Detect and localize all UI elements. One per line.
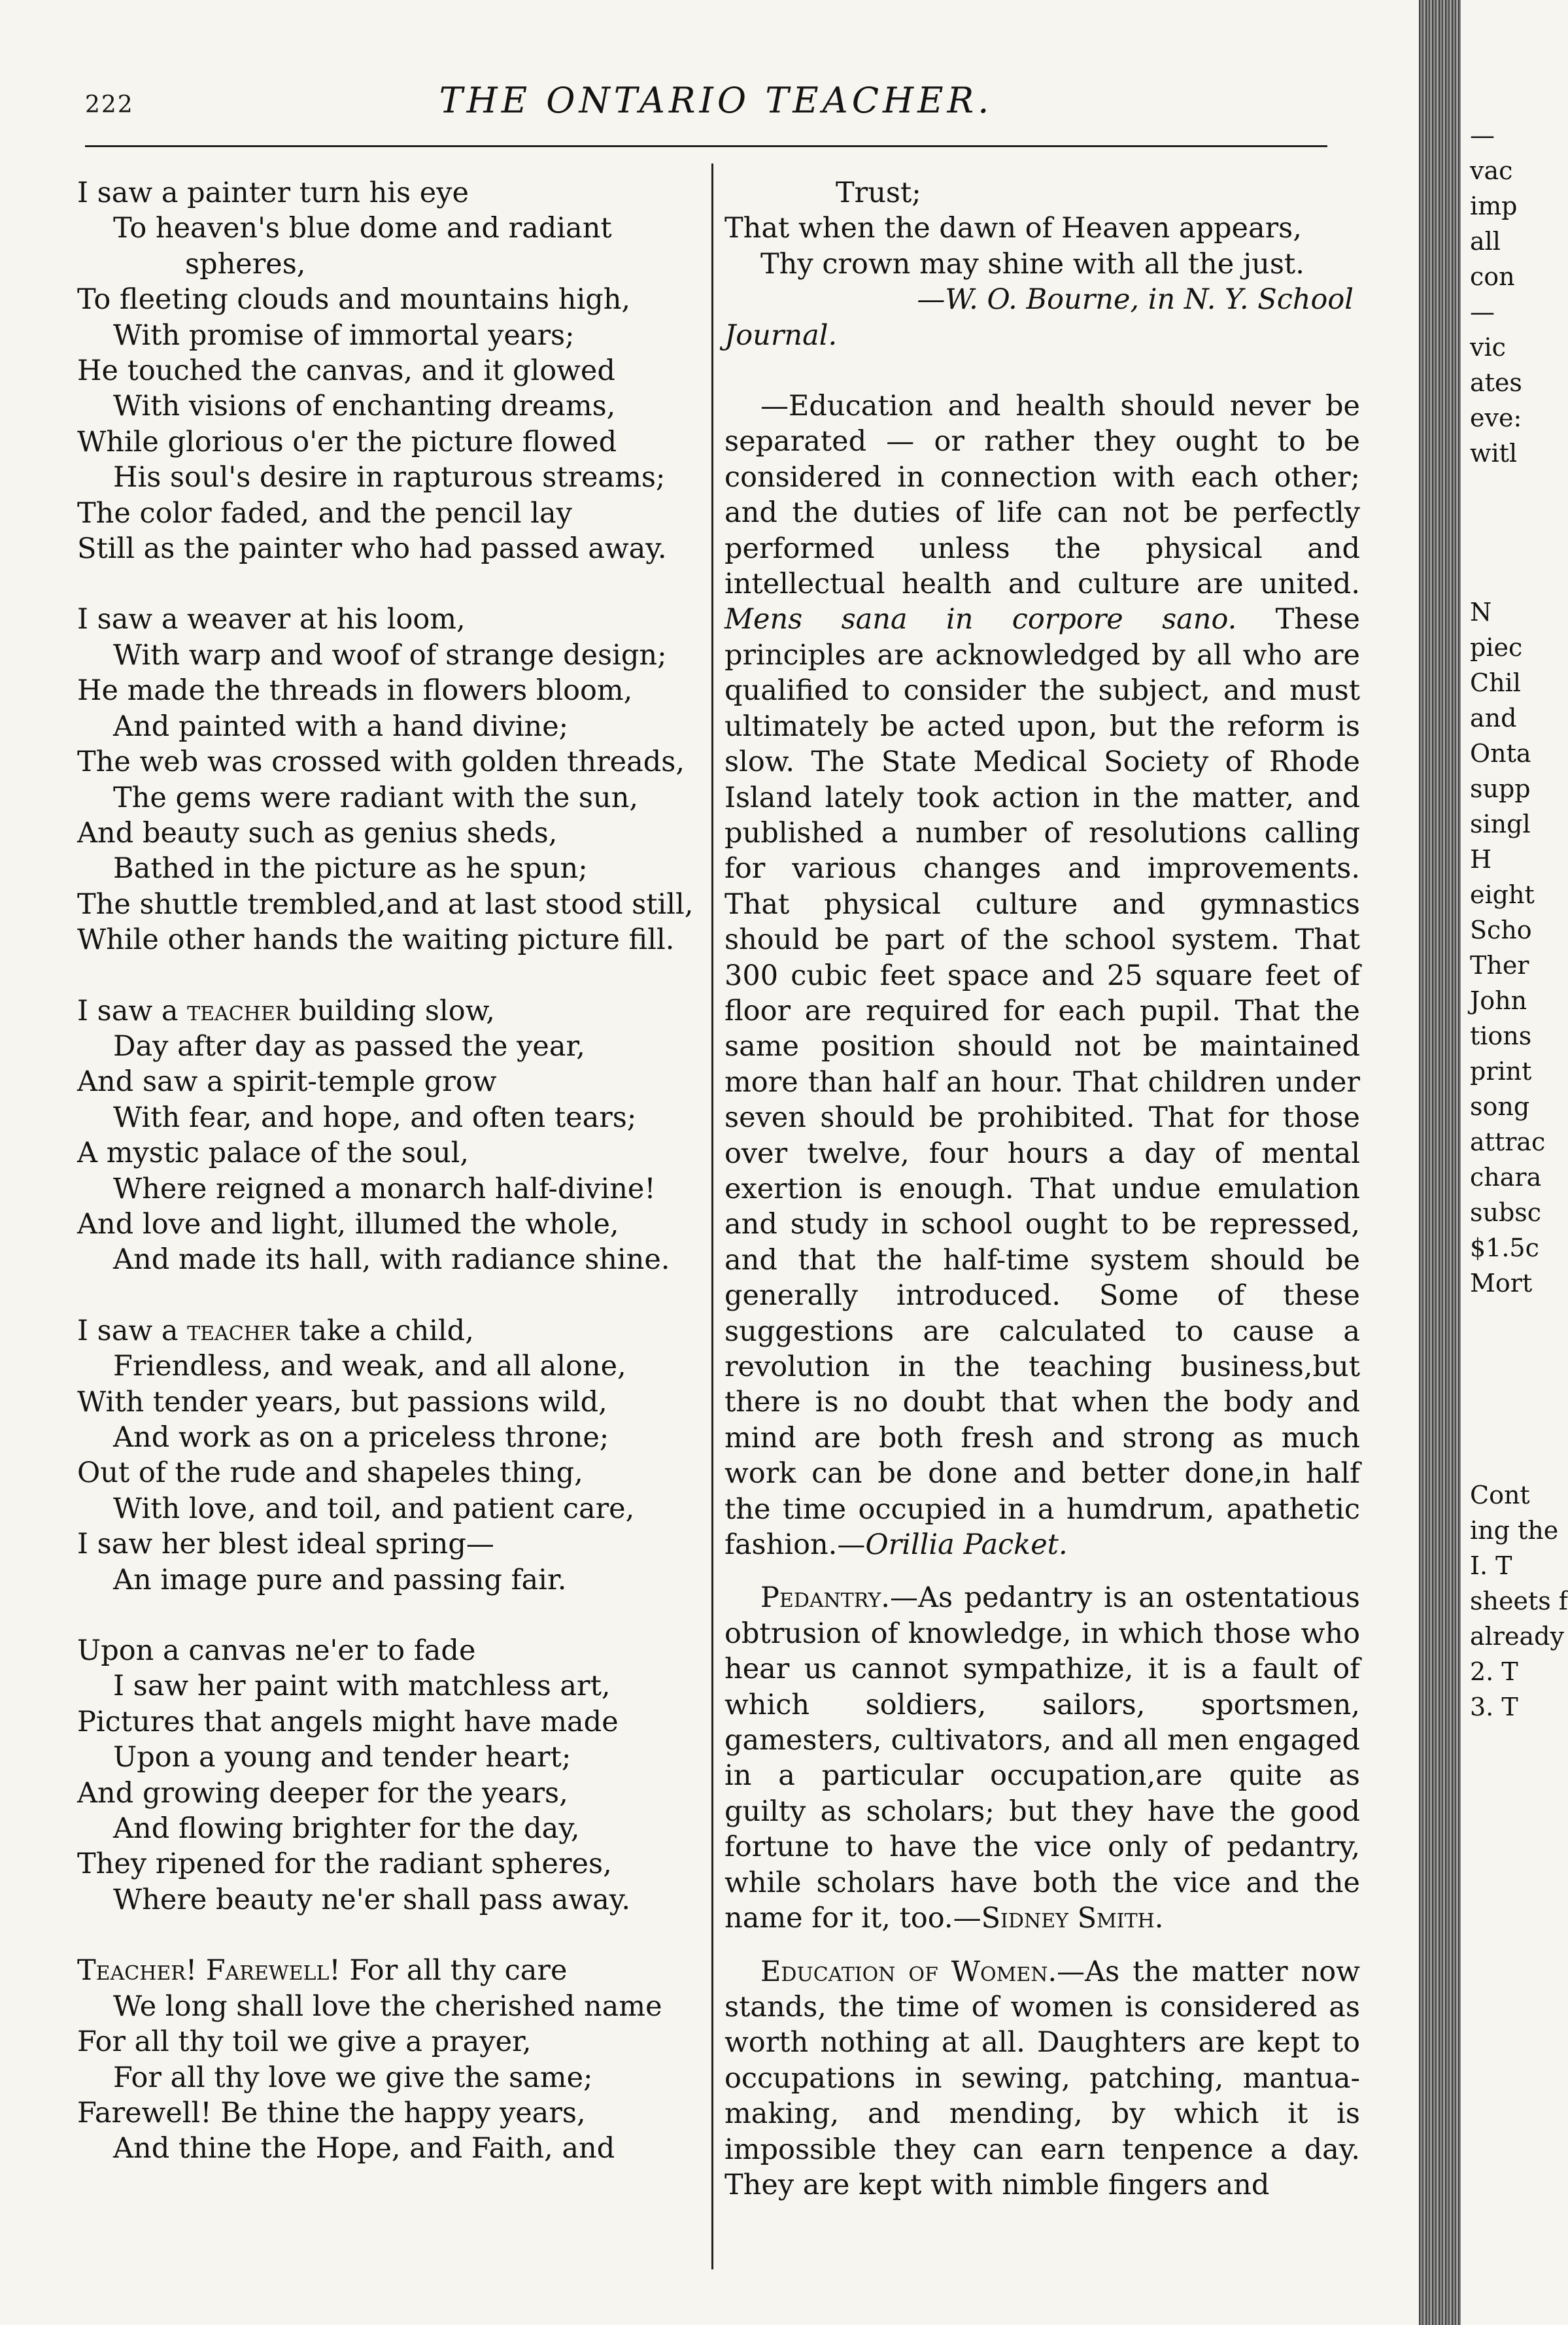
adjacent-page-fragment: singl xyxy=(1470,810,1531,838)
poem-line: And growing deeper for the years, xyxy=(77,1776,568,1810)
poem-line: Friendless, and weak, and all alone, xyxy=(113,1350,626,1383)
adjacent-page-fragment: eve: xyxy=(1470,404,1522,432)
adjacent-page-fragment: tions xyxy=(1470,1022,1532,1050)
poem-line: With love, and toil, and patient care, xyxy=(113,1492,635,1525)
adjacent-page-fragment: I. T xyxy=(1470,1551,1512,1580)
poem-line: Teacher! Farewell! For all thy care xyxy=(77,1954,568,1988)
adjacent-page-edge xyxy=(1419,0,1461,2325)
adjacent-page-fragment: H xyxy=(1470,845,1492,874)
adjacent-page-fragment: — xyxy=(1470,121,1495,150)
adjacent-page-fragment xyxy=(1470,1354,1551,1371)
adjacent-page-fragment xyxy=(1470,471,1551,489)
adjacent-page-fragment xyxy=(1470,489,1551,506)
poem-stanza xyxy=(77,175,705,566)
poem-line: He made the threads in flowers bloom, xyxy=(77,674,633,708)
page-number: 222 xyxy=(85,92,134,118)
poem-line: He touched the canvas, and it glowed xyxy=(77,354,615,388)
pedantry-paragraph xyxy=(724,1580,1360,1936)
poem-line: Out of the rude and shapeles thing, xyxy=(77,1456,583,1490)
poem-line: The color faded, and the pencil lay xyxy=(77,496,572,530)
poem-line: Bathed in the picture as he spun; xyxy=(113,852,588,886)
adjacent-page-fragment xyxy=(1470,1442,1551,1460)
adjacent-page-fragment: Chil xyxy=(1470,668,1521,697)
poem-line: While glorious o'er the picture flowed xyxy=(77,425,617,458)
adjacent-page-fragment xyxy=(1470,559,1551,577)
poem-line: Upon a canvas ne'er to fade xyxy=(77,1634,476,1668)
adjacent-page-fragment xyxy=(1470,577,1551,594)
poem-attribution: —W. O. Bourne, in N. Y. School xyxy=(917,283,1354,317)
poem-line: Thy crown may shine with all the just. xyxy=(760,247,1304,281)
adjacent-page-fragment: 3. T xyxy=(1470,1693,1518,1721)
adjacent-page-fragment: Ther xyxy=(1470,951,1529,980)
adjacent-page-fragment xyxy=(1470,1336,1551,1354)
right-column xyxy=(724,175,1360,2220)
poem-line: We long shall love the cherished name xyxy=(113,1989,662,2023)
adjacent-page-fragment: chara xyxy=(1470,1163,1542,1192)
adjacent-page-fragment: Onta xyxy=(1470,739,1531,768)
poem-line: Day after day as passed the year, xyxy=(113,1029,585,1063)
education-health-paragraph xyxy=(724,388,1360,1562)
poem-line: And beauty such as genius sheds, xyxy=(77,816,558,850)
column-divider xyxy=(711,164,713,2269)
adjacent-page-fragment xyxy=(1470,1389,1551,1407)
adjacent-page-fragment: piec xyxy=(1470,633,1523,662)
poem-line: Still as the painter who had passed away. xyxy=(77,532,667,566)
poem-line: And painted with a hand divine; xyxy=(113,710,569,743)
adjacent-page-fragments xyxy=(1470,118,1568,1725)
poem-line: To heaven's blue dome and radiant xyxy=(113,212,612,245)
adjacent-page-fragment: all xyxy=(1470,227,1501,256)
adjacent-page-fragment: vac xyxy=(1470,156,1513,185)
poem-line: With tender years, but passions wild, xyxy=(77,1385,607,1419)
poem-line: And love and light, illumed the whole, xyxy=(77,1207,619,1241)
adjacent-page-fragment xyxy=(1470,1301,1551,1318)
poem-ending xyxy=(724,175,1360,282)
poem-line: With fear, and hope, and often tears; xyxy=(113,1101,637,1134)
poem-line: I saw a teacher take a child, xyxy=(77,1314,474,1347)
poem-line: The web was crossed with golden threads, xyxy=(77,746,685,779)
poem-stanza xyxy=(77,602,705,957)
pedantry-author: Sidney Smith. xyxy=(981,1902,1164,1935)
adjacent-page-fragment: and xyxy=(1470,704,1517,732)
education-women-text: —As the matter now stands, the time of women is considered as worth nothing at all. Daughters are kept to occupations in sewing, patching, mantua-making, and mending, by which it is impossible they can earn tenpence a day. They are kept with nimble fingers and xyxy=(724,1955,1360,2201)
poem-line: I saw a teacher building slow, xyxy=(77,994,495,1027)
poem-line: Upon a young and tender heart; xyxy=(113,1741,571,1774)
adjacent-page-fragment: Cont xyxy=(1470,1481,1530,1509)
poem-line: I saw her paint with matchless art, xyxy=(113,1670,611,1703)
poem-line: Pictures that angels might have made xyxy=(77,1705,619,1738)
education-women-heading: Education of Women. xyxy=(760,1955,1057,1988)
adjacent-page-fragment: already xyxy=(1470,1622,1564,1651)
adjacent-page-fragment: print xyxy=(1470,1057,1532,1086)
adjacent-page-fragment: witl xyxy=(1470,439,1518,468)
adjacent-page-fragment xyxy=(1470,1460,1551,1477)
poem-line: And flowing brighter for the day, xyxy=(113,1812,580,1846)
adjacent-page-fragment: vic xyxy=(1470,333,1506,362)
adjacent-page-fragment xyxy=(1470,1424,1551,1442)
source-citation: Orillia Packet. xyxy=(865,1528,1068,1562)
adjacent-page-fragment: attrac xyxy=(1470,1128,1546,1156)
poem-line: To fleeting clouds and mountains high, xyxy=(77,283,631,317)
poem-line: And thine the Hope, and Faith, and xyxy=(113,2132,615,2165)
adjacent-page-fragment: sheets f xyxy=(1470,1587,1568,1615)
poem-line: A mystic palace of the soul, xyxy=(77,1137,469,1170)
poem-line: The gems were radiant with the sun, xyxy=(113,781,639,814)
poem-stanza xyxy=(77,1633,705,1918)
adjacent-page-fragment xyxy=(1470,1407,1551,1424)
poem-line: While other hands the waiting picture fill. xyxy=(77,923,675,957)
education-women-paragraph xyxy=(724,1954,1360,2203)
poem-line: spheres, xyxy=(185,247,306,281)
poem-line: For all thy love we give the same; xyxy=(113,2061,593,2094)
adjacent-page-fragment xyxy=(1470,506,1551,524)
adjacent-page-fragment xyxy=(1470,1318,1551,1336)
header-rule xyxy=(85,145,1327,147)
poem-line: An image pure and passing fair. xyxy=(113,1563,567,1596)
poem-line: And work as on a priceless throne; xyxy=(113,1421,609,1454)
poem-line: I saw a weaver at his loom, xyxy=(77,603,466,636)
poem-line: I saw a painter turn his eye xyxy=(77,177,469,209)
poem-line: For all thy toil we give a prayer, xyxy=(77,2025,532,2059)
poem-line: The shuttle trembled,and at last stood still, xyxy=(77,887,694,921)
poem-stanza xyxy=(77,1953,705,2166)
poem-line: His soul's desire in rapturous streams; xyxy=(113,461,666,494)
poem-attribution-journal: Journal. xyxy=(724,319,838,352)
adjacent-page-fragment: supp xyxy=(1470,774,1531,803)
adjacent-page-fragment: $1.5c xyxy=(1470,1233,1539,1262)
poem-line: With promise of immortal years; xyxy=(113,319,575,352)
education-health-text-continued: These principles are acknowledged by all who are qualified to consider the subject, and must ultimately be acted upon, but the reform is slow. The State Medical Society of Rhode Island lately took action in the matter, and published a number of resolutions calling for various changes and improvements. That physical culture and gymnastics should be part of the school system. That 300 cubic feet space and 25 square feet of floor are required for each pupil. That the same position should not be maintained more than half an hour. That children under seven should be prohibited. That for those over twelve, four hours a day of mental exertion is enough. That undue emulation and study in school ought to be repressed, and that the half-time system should be generally introduced. Some of these suggestions are calculated to cause a revolution in the teaching business,but there is no doubt that when the body and mind are both fresh and strong as much work can be done and better done,in half the time occupied in a humdrum, apathetic fashion.— xyxy=(724,603,1360,1562)
poem-column xyxy=(77,175,705,2202)
poem-line: With visions of enchanting dreams, xyxy=(113,390,616,423)
adjacent-page-fragment: ates xyxy=(1470,368,1522,397)
adjacent-page-fragment xyxy=(1470,542,1551,559)
poem-line: Farewell! Be thine the happy years, xyxy=(77,2096,586,2129)
adjacent-page-fragment: John xyxy=(1470,986,1527,1015)
poem-line: Where reigned a monarch half-divine! xyxy=(113,1172,656,1205)
adjacent-page-fragment: song xyxy=(1470,1092,1530,1121)
adjacent-page-fragment: Scho xyxy=(1470,916,1532,944)
adjacent-page-fragment: — xyxy=(1470,298,1495,326)
latin-motto: Mens sana in corpore sano. xyxy=(724,603,1237,636)
pedantry-text: —As pedantry is an ostentatious obtrusion of knowledge, in which those who hear us cannot sympathize, it is a fault of which soldiers, sailors, sportsmen, gamesters, cultivators, and all men engaged in a particular occupation,are quite as guilty as scholars; but they have the good fortune to have the vice only of pedantry, while scholars have both the vice and the name for it, too.— xyxy=(724,1581,1360,1935)
poem-line: I saw her blest ideal spring— xyxy=(77,1528,494,1561)
poem-line: They ripened for the radiant spheres, xyxy=(77,1848,612,1881)
adjacent-page-fragment: imp xyxy=(1470,192,1518,220)
adjacent-page-fragment xyxy=(1470,524,1551,542)
running-title: THE ONTARIO TEACHER. xyxy=(439,80,993,121)
adjacent-page-fragment: N xyxy=(1470,598,1492,627)
poem-line: That when the dawn of Heaven appears, xyxy=(724,212,1302,245)
adjacent-page-fragment: con xyxy=(1470,262,1515,291)
adjacent-page-fragment xyxy=(1470,1371,1551,1389)
pedantry-heading: Pedantry. xyxy=(760,1581,890,1615)
poem-stanza xyxy=(77,1313,705,1598)
adjacent-page-fragment: ing the xyxy=(1470,1516,1559,1545)
poem-line: Trust; xyxy=(836,177,921,209)
education-health-text: —Education and health should never be separated — or rather they ought to be considered in connection with each other; and the duties of life can not be perfectly performed unless the physical and intellectual health and culture are united. xyxy=(724,390,1360,601)
adjacent-page-fragment: eight xyxy=(1470,880,1535,909)
adjacent-page-fragment: subsc xyxy=(1470,1198,1542,1227)
adjacent-page-fragment: Mort xyxy=(1470,1269,1533,1298)
adjacent-page-fragment: 2. T xyxy=(1470,1657,1518,1686)
poem-line: And saw a spirit-temple grow xyxy=(77,1065,497,1099)
poem-line: Where beauty ne'er shall pass away. xyxy=(113,1883,631,1916)
poem-line: And made its hall, with radiance shine. xyxy=(113,1243,670,1277)
poem-stanza xyxy=(77,993,705,1278)
poem-line: With warp and woof of strange design; xyxy=(113,638,667,672)
